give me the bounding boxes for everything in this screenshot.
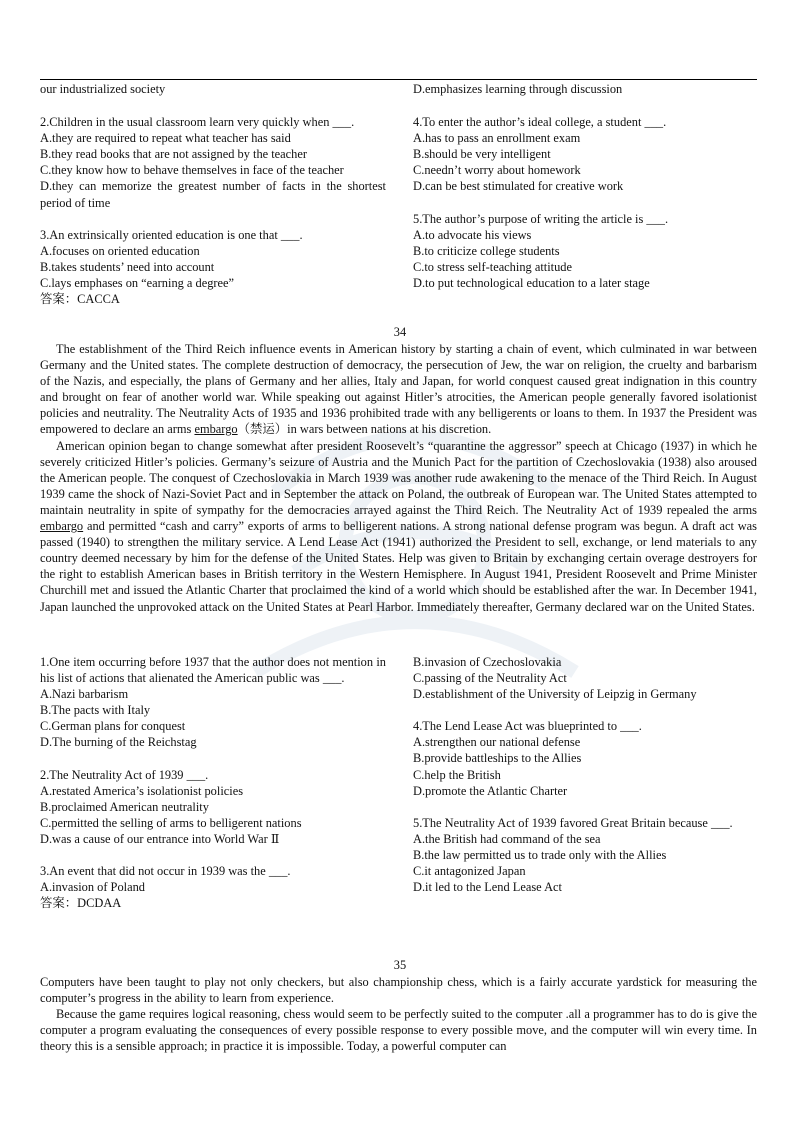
- text-run: （禁运）in wars between nations at his discretion.: [237, 422, 492, 437]
- option: B.should be very intelligent: [413, 147, 551, 162]
- option: B.provide battleships to the Allies: [413, 751, 582, 766]
- left-tail-line: our industrialized society: [40, 82, 166, 96]
- questions-34-left: [40, 654, 386, 911]
- option: D.promote the Atlantic Charter: [413, 783, 568, 798]
- passage-paragraph: [40, 341, 757, 438]
- option: A.the British had command of the sea: [413, 831, 601, 846]
- option: B.invasion of Czechoslovakia: [413, 655, 562, 669]
- underlined-term: embargo: [40, 519, 84, 534]
- section-number: 34: [393, 325, 407, 339]
- question-stem: 5.The author’s purpose of writing the article is ___.: [413, 211, 669, 226]
- passage-34: [40, 341, 757, 615]
- question-stem: 3.An event that did not occur in 1939 was the ___.: [40, 864, 291, 879]
- option: A.restated America’s isolationist policies: [40, 783, 244, 798]
- option: C.lays emphases on “earning a degree”: [40, 275, 235, 290]
- option: A.focuses on oriented education: [40, 243, 200, 258]
- option: C.passing of the Neutrality Act: [413, 671, 567, 686]
- question-stem: 2.The Neutrality Act of 1939 ___.: [40, 767, 209, 782]
- top-rule: [40, 79, 757, 80]
- option: D.establishment of the University of Leipzig in Germany: [413, 687, 697, 702]
- option: B.the law permitted us to trade only with the Allies: [413, 847, 667, 862]
- question-stem: 5.The Neutrality Act of 1939 favored Great Britain because ___.: [413, 815, 733, 830]
- questions-34-right: [413, 654, 759, 895]
- option: B.they read books that are not assigned by the teacher: [40, 147, 307, 162]
- option: A.invasion of Poland: [40, 880, 145, 895]
- option: A.Nazi barbarism: [40, 687, 129, 702]
- right-tail-line: D.emphasizes learning through discussion: [413, 82, 623, 96]
- option: D.can be best stimulated for creative work: [413, 179, 624, 194]
- option: B.proclaimed American neutrality: [40, 799, 209, 814]
- question-stem: 3.An extrinsically oriented education is one that ___.: [40, 227, 303, 242]
- option: A.has to pass an enrollment exam: [413, 131, 581, 146]
- answer-key: 答案：CACCA: [40, 292, 120, 307]
- option: C.it antagonized Japan: [413, 864, 526, 879]
- question-stem: 1.One item occurring before 1937 that the author does not mention in his list of actions that alienated the American public was ___.: [40, 655, 386, 686]
- passage-paragraph: Computers have been taught to play not only checkers, but also championship chess, which is a fairly accurate yardstick for measuring the computer’s progress in the ability to learn from experience.: [40, 975, 757, 1006]
- option: A.they are required to repeat what teacher has said: [40, 131, 291, 146]
- option: D.to put technological education to a later stage: [413, 275, 650, 290]
- text-run: The establishment of the Third Reich influence events in American history by starting a chain of event, which culminated in war between Germany and the United states. The complete destruction of democracy, the persecution of Jew, the war on religion, the cruelty and barbarism of the Nazis, and especially, the plans of Germany and her allies, Italy and Japan, for world conquest caused great indignation in this country and brought on fear of another world war. While speaking out against Hitler’s atrocities, the American people generally favored isolationist policies and neutrality. The Neutrality Acts of 1935 and 1936 prohibited trade with any belligerents or loans to them. In 1937 the President was empowered to declare an arms: [40, 342, 757, 437]
- passage-35: [40, 974, 757, 1054]
- passage-paragraph: Because the game requires logical reasoning, chess would seem to be perfectly suited to the computer .all a programmer has to do is give the computer a program evaluating the consequences of every possible response to every possible move, and the computer will win every time. In theory this is a sensible approach; in practice it is impossible. Today, a powerful computer can: [40, 1007, 757, 1054]
- option: C.German plans for conquest: [40, 719, 186, 734]
- question-stem: 2.Children in the usual classroom learn very quickly when ___.: [40, 115, 355, 130]
- option: D.The burning of the Reichstag: [40, 735, 197, 750]
- question-stem: 4.To enter the author’s ideal college, a student ___.: [413, 115, 667, 130]
- option: D.they can memorize the greatest number of facts in the shortest period of time: [40, 179, 386, 210]
- text-run: American opinion began to change somewhat after president Roosevelt’s “quarantine the aggressor” speech at Chicago (1937) in which he severely criticized Hitler’s policies. Germany’s seizure of Austria and the Munich Pact for the partition of Czechoslovakia (1938) also aroused the American people. The conquest of Czechoslovakia in March 1939 was another rude awakening to the menace of the Third Reich. In August 1939 came the shock of Nazi-Soviet Pact and in September the attack on Poland, the outbreak of European war. The United States attempted to maintain neutrality in spite of sympathy for the democracies arrayed against the Third Reich. The Neutrality Act of 1939 repealed the arms: [40, 438, 757, 517]
- top-right-column: [413, 81, 759, 291]
- option: C.help the British: [413, 767, 501, 782]
- answer-key: 答案：DCDAA: [40, 896, 122, 911]
- question-stem: 4.The Lend Lease Act was blueprinted to ___.: [413, 719, 642, 734]
- option: B.takes students’ need into account: [40, 259, 215, 274]
- text-run: and permitted “cash and carry” exports of arms to belligerent nations. A strong national defense program was begun. A draft act was passed (1940) to strengthen the military service. A Lend Lease Act (1941) authorized the President to sell, exchange, or lend materials to any country deemed necessary by him for the defense of the United States. Help was given to Britain by exchanging certain overage destroyers for the right to establish American bases in British territory in the Western Hemisphere. In August 1941, President Roosevelt and Prime Minister Churchill met and issued the Atlantic Charter that proclaimed the kind of a world which should be established after the war. In December 1941, Japan launched the unprovoked attack on the United States at Pearl Harbor. Immediately thereafter, Germany declared war on the United States.: [40, 519, 757, 614]
- option: C.to stress self-teaching attitude: [413, 259, 572, 274]
- option: D.was a cause of our entrance into World War Ⅱ: [40, 831, 280, 846]
- top-left-column: [40, 81, 386, 307]
- option: B.to criticize college students: [413, 243, 560, 258]
- option: A.strengthen our national defense: [413, 735, 581, 750]
- section-number: 35: [393, 958, 407, 972]
- passage-paragraph: [40, 438, 757, 615]
- underlined-term: embargo: [194, 422, 238, 437]
- option: A.to advocate his views: [413, 227, 532, 242]
- option: C.permitted the selling of arms to belligerent nations: [40, 815, 302, 830]
- option: C.they know how to behave themselves in face of the teacher: [40, 163, 344, 178]
- option: D.it led to the Lend Lease Act: [413, 880, 562, 895]
- option: C.needn’t worry about homework: [413, 163, 581, 178]
- option: B.The pacts with Italy: [40, 703, 151, 718]
